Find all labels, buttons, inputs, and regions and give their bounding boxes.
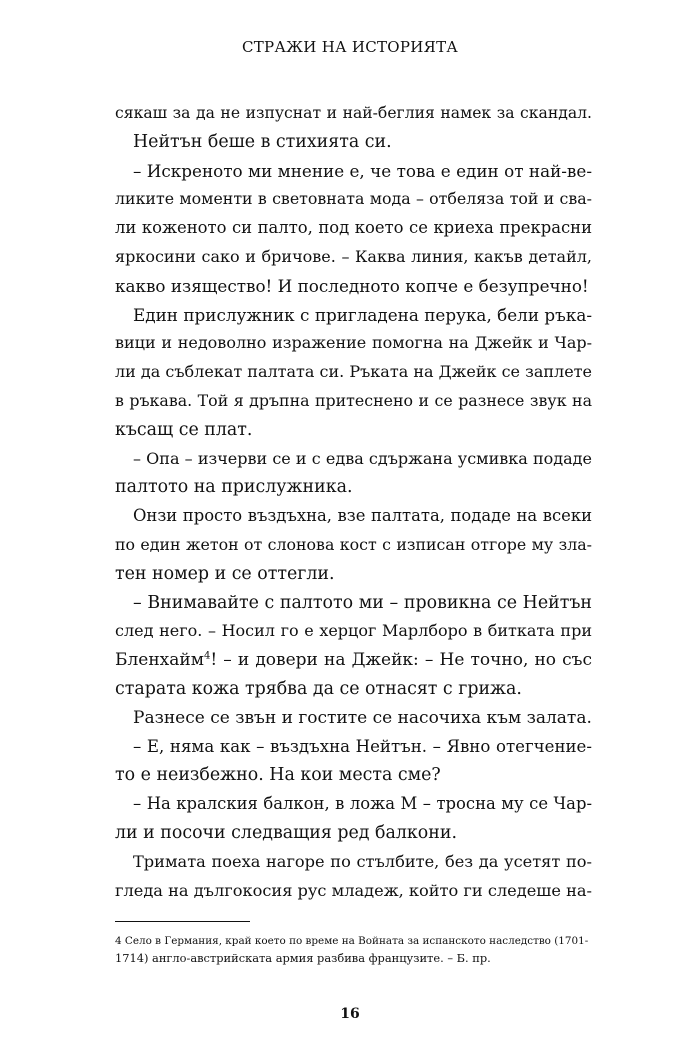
text-line: Нейтън беше в стихията си.: [133, 131, 392, 152]
footnote: [115, 933, 592, 967]
text-line: късащ се плат.: [115, 419, 253, 440]
footnote-divider: [115, 921, 250, 922]
text-line: ли коженото си палто, под което се криеха прекрасни: [115, 218, 592, 238]
text-line: Онзи просто въздъхна, взе палтата, подаде на всеки: [133, 506, 592, 526]
text-line: Разнесе се звън и гостите се насочиха към залата.: [133, 707, 592, 728]
text-line: – На кралския балкон, в ложа М – тросна му се Чар-: [133, 794, 592, 814]
text-line: Тримата поеха нагоре по стълбите, без да усетят по-: [133, 851, 592, 871]
footnote-line: 1714) англо-австрийската армия разбива французите. – Б. пр.: [115, 951, 491, 965]
text-line: в ръкава. Той я дръпна притеснено и се разнесе звук на: [115, 390, 592, 410]
text-line: ликите моменти в световната мода – отбеляза той и сва-: [115, 189, 592, 209]
text-line: Един прислужник с пригладена перука, бели ръка-: [133, 304, 592, 325]
text-line: палтото на прислужника.: [115, 477, 353, 498]
text-line: по един жетон от слонова кост с изписан отгоре му зла-: [115, 534, 592, 554]
text-line: – Е, няма как – въздъхна Нейтън. – Явно отегчение-: [133, 736, 592, 756]
text-line: тен номер и се оттегли.: [115, 563, 335, 584]
text-line: ли да съблекат палтата си. Ръката на Джейк се заплете: [115, 362, 592, 382]
footnote-reference[interactable]: 4: [203, 650, 211, 662]
text-line: вици и недоволно изражение помогна на Джейк и Чар-: [115, 333, 592, 353]
text-line-with-footnote: [115, 646, 592, 675]
body-text: [115, 99, 592, 905]
text-segment: ! – и довери на Джейк: – Не точно, но със: [210, 650, 592, 671]
footnote-line: 4 Село в Германия, край което по време на Войната за испанското наследство (1701-: [115, 935, 589, 947]
text-line: – Внимавайте с палтото ми – провикна се Нейтън: [133, 592, 592, 613]
text-line: след него. – Носил го е херцог Марлборо в битката при: [115, 621, 592, 641]
text-line: – Искреното ми мнение е, че това е един от най-ве-: [133, 160, 592, 181]
text-line: сякаш за да не изпуснат и най-беглия намек за скандал.: [115, 104, 592, 122]
text-segment: Бленхайм: [115, 650, 204, 671]
text-line: какво изящество! И последното копче е безупречно!: [115, 275, 589, 296]
text-line: старата кожа трябва да се отнасят с грижа.: [115, 678, 522, 699]
text-line: ли и посочи следващия ред балкони.: [115, 822, 457, 843]
text-line: гледа на дългокосия рус младеж, който ги следеше на-: [115, 880, 592, 900]
page-number: 16: [340, 1006, 360, 1022]
running-head-title: СТРАЖИ НА ИСТОРИЯТА: [241, 38, 459, 56]
text-line: то е неизбежно. На кои места сме?: [115, 765, 441, 786]
text-line: – Опа – изчерви се и с едва сдържана усмивка подаде: [133, 448, 592, 468]
text-line: яркосини сако и бричове. – Каква линия, какъв детайл,: [115, 246, 592, 266]
